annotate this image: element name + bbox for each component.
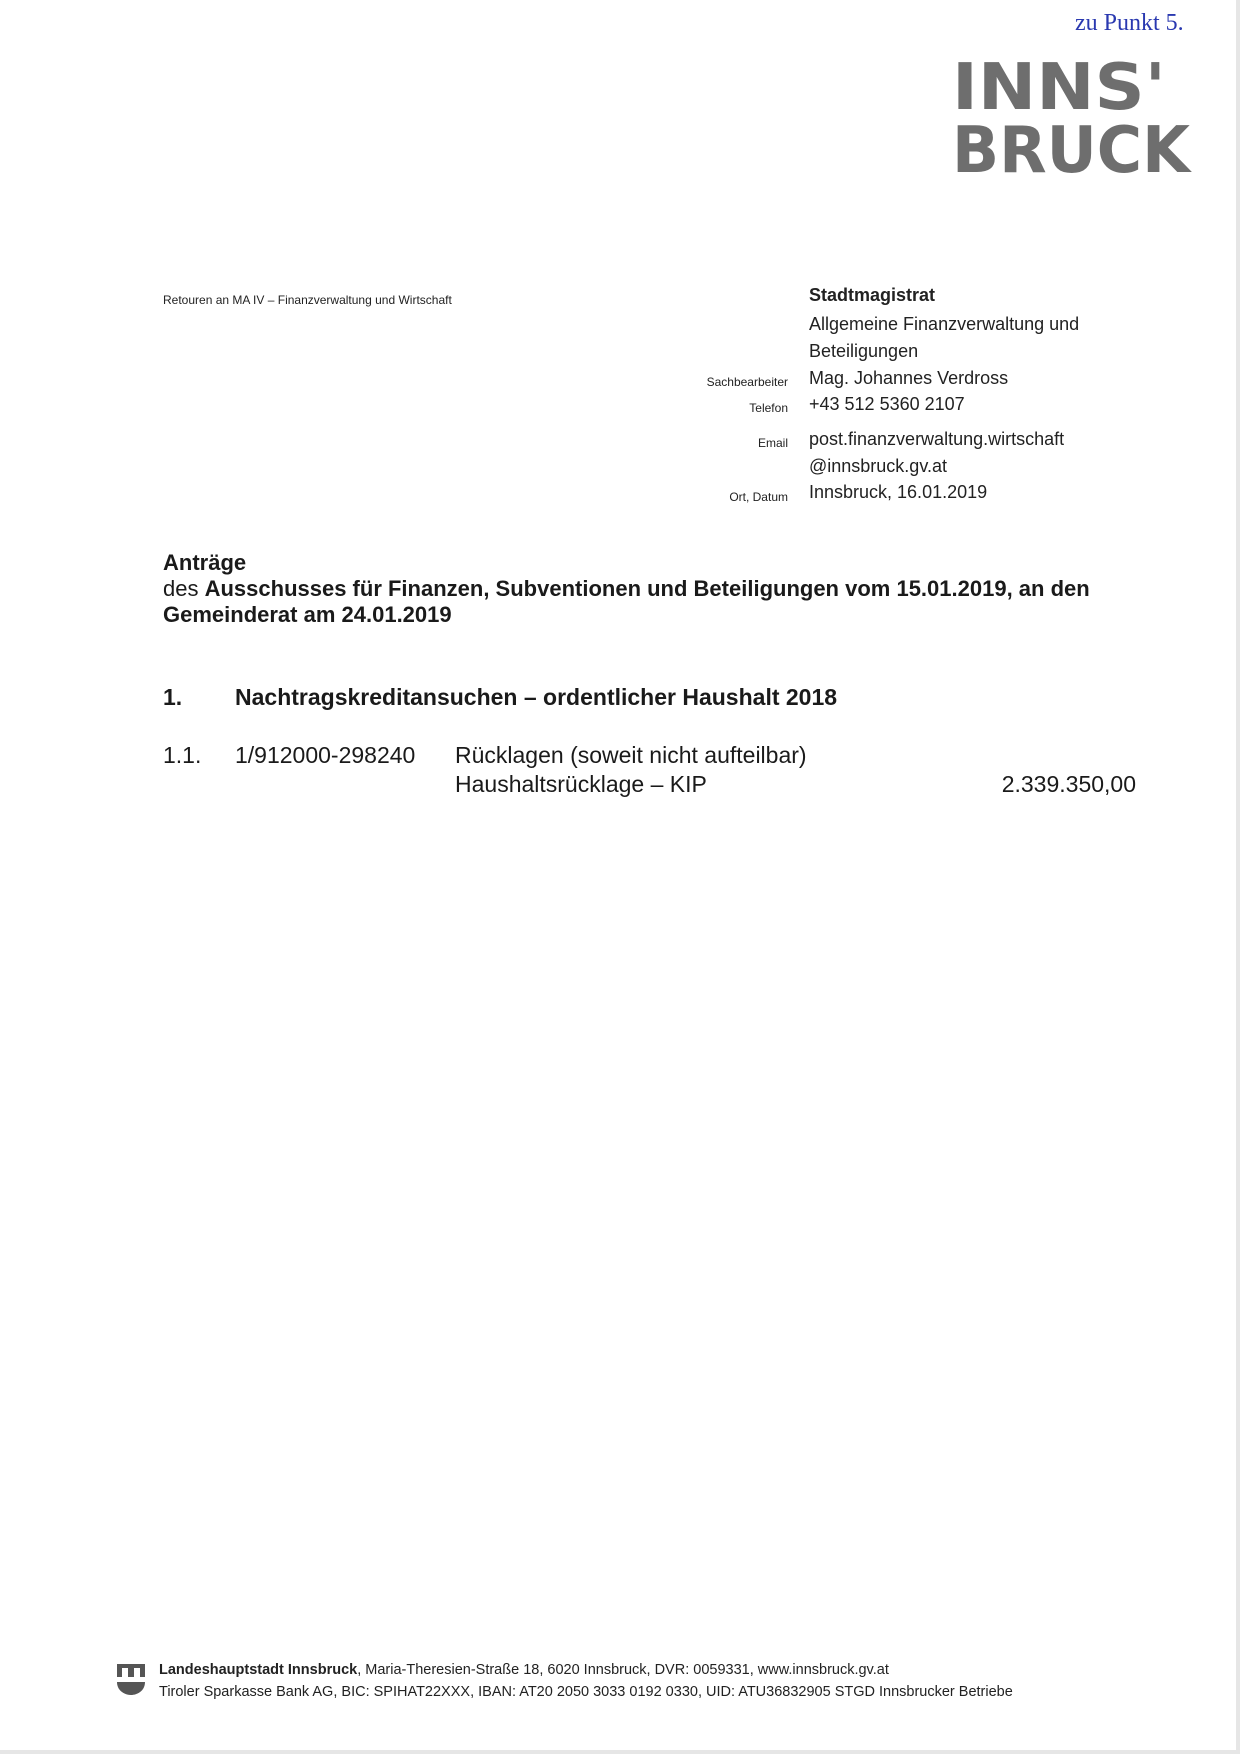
clerk-label: Sachbearbeiter <box>706 375 788 389</box>
sender-dept-line1: Allgemeine Finanzverwaltung und <box>809 314 1080 334</box>
email-line-1: post.finanzverwaltung.wirtschaft <box>809 429 1065 449</box>
title-line-1: Anträge <box>163 550 247 575</box>
title-line-2-prefix: des <box>163 576 205 601</box>
scan-edge-bottom <box>0 1750 1240 1754</box>
place-date-label: Ort, Datum <box>729 490 788 504</box>
item-number: 1.1. <box>163 742 202 768</box>
city-emblem-icon <box>115 1662 147 1696</box>
phone-number: +43 512 5360 2107 <box>809 394 965 414</box>
item-desc-line1: Rücklagen (soweit nicht aufteilbar) <box>455 742 807 768</box>
return-address: Retouren an MA IV – Finanzverwaltung und Wirtschaft <box>163 293 452 307</box>
place-date: Innsbruck, 16.01.2019 <box>809 482 988 502</box>
title-line-2-bold: Ausschusses für Finanzen, Subventionen und Beteiligungen vom 15.01.2019, an den <box>204 576 1090 601</box>
email-label: Email <box>757 436 788 450</box>
phone-label: Telefon <box>749 401 788 415</box>
title-line-2 <box>163 576 1090 602</box>
title-line-3-text: Gemeinderat am 24.01.2019 <box>163 602 452 627</box>
clerk-name: Mag. Johannes Verdross <box>809 368 1009 388</box>
title-line-3 <box>163 602 452 628</box>
item-amount: 2.339.350,00 <box>1001 771 1136 797</box>
item-account: 1/912000-298240 <box>235 742 416 768</box>
section-title: Nachtragskreditansuchen – ordentlicher Haushalt 2018 <box>235 684 838 710</box>
section-number: 1. <box>163 684 183 710</box>
sender-org: Stadtmagistrat <box>809 285 936 305</box>
innsbruck-logo <box>950 52 1196 182</box>
email-line-2: @innsbruck.gv.at <box>809 456 947 476</box>
footer-line-2: Tiroler Sparkasse Bank AG, BIC: SPIHAT22XXX, IBAN: AT20 2050 3033 0192 0330, UID: ATU36832905 STGD Innsbrucker Betriebe <box>159 1684 1013 1700</box>
agenda-stamp: zu Punkt 5. <box>1075 10 1184 36</box>
item-desc-line2: Haushaltsrücklage – KIP <box>455 771 707 797</box>
document-title <box>163 550 246 576</box>
scan-edge-right <box>1236 0 1240 1754</box>
footer-line-1 <box>159 1662 889 1678</box>
logo-line-1: INNS' <box>952 52 1166 125</box>
footer-address: , Maria-Theresien-Straße 18, 6020 Innsbruck, DVR: 0059331, www.innsbruck.gv.at <box>357 1662 889 1678</box>
logo-line-2: BRUCK <box>952 114 1193 182</box>
sender-dept-line2: Beteiligungen <box>809 341 919 361</box>
footer-city-name: Landeshauptstadt Innsbruck <box>159 1662 358 1678</box>
